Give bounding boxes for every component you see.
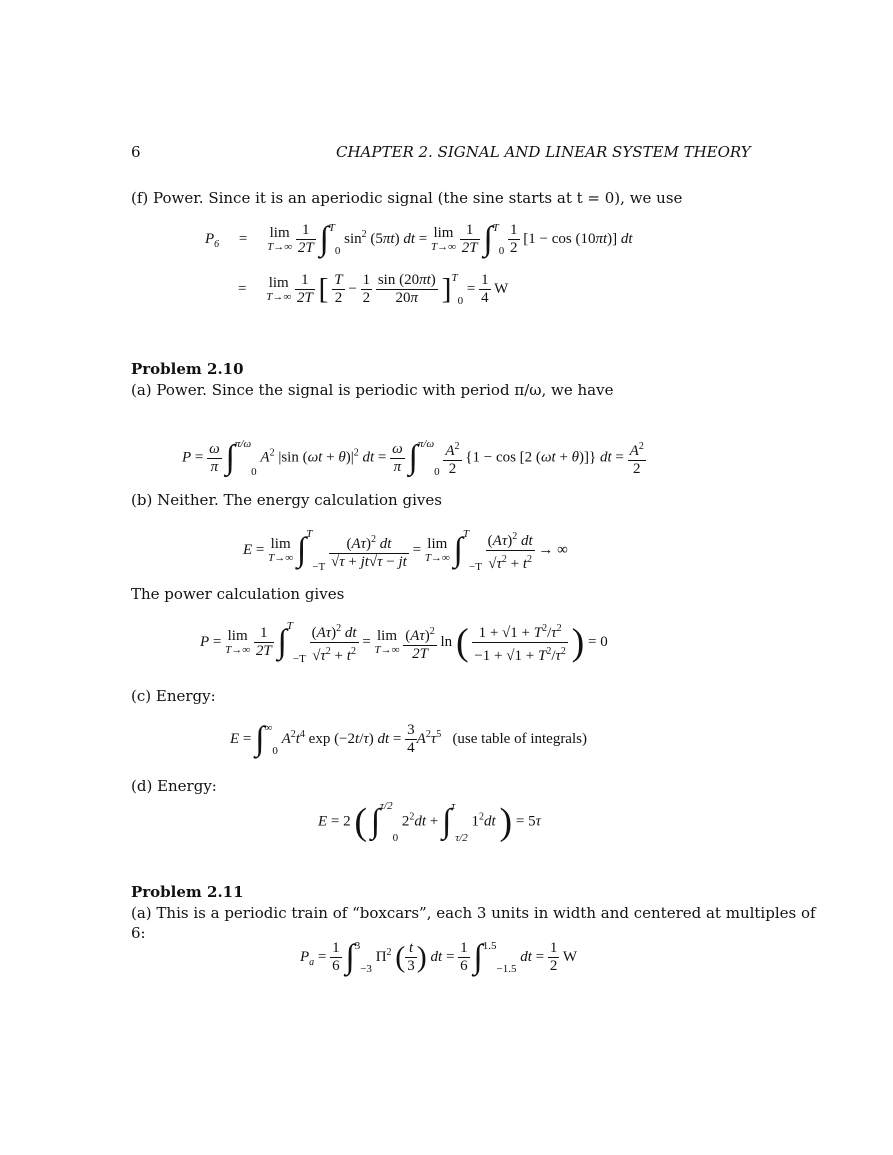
equation-2-10-c: E = ∫∞0 $A^2t^4$ exp (−2t/τ) dt = $\frac{3}{4}$ $A^2\tau^5$ (use table of integrals)	[230, 720, 587, 758]
page-number: 6	[131, 143, 141, 161]
equation-2-11-a: $P_a$ = $\frac{1}{6}$ ∫$^3$−3 $\Pi^2$ ( $\frac{t}{3}$ ) dt = $\frac{1}{6}$ ∫$^{1.5}$−1.5 dt = $\frac{1}{2}$ W	[300, 938, 577, 976]
part-f-intro: (f) Power. Since it is an aperiodic signal (the sine starts at t = 0), we use	[131, 189, 683, 207]
equation-2-10-a: P = $\frac{\omega}{\pi}$ ∫$^{\pi/\omega}$0 $A^2$ |sin $(\omega t + \theta)|^2$ dt = $\frac{\omega}{\pi}$ ∫$^{\pi/\omega}$0 $\frac{A^2}{2}$ {1 − cos [2 (ωt + θ)]} dt = $\frac{A^2}{2}$	[182, 438, 644, 478]
p6-symbol: $P_6$	[205, 230, 220, 250]
problem-2-10-title: Problem 2.10	[131, 360, 244, 378]
problem-2-10-d-intro: (d) Energy:	[131, 777, 217, 795]
equation-2-10-b-power: P = lim T→∞ $\frac{1}{2T}$ ∫$^T$−T $\frac{(A\tau)^2 dt}{√\tau^2 + t^2}$ = lim T→∞ $\frac{(A\tau)^2}{2T}$ ln ( $\frac{1 + √1 + T^2/\tau^2}{-1 + √1 + T^2/\tau^2}$ ) = 0	[200, 620, 608, 665]
problem-2-11-a-intro-line1: (a) This is a periodic train of “boxcars”, each 3 units in width and centered at multiples of	[131, 904, 816, 922]
problem-2-10-b-power-intro: The power calculation gives	[131, 585, 345, 603]
running-header: CHAPTER 2. SIGNAL AND LINEAR SYSTEM THEORY	[336, 143, 751, 161]
equation-p6-line1: $P_6$ = lim T→∞ $\frac{1}{2T}$ ∫$^T$0 $\sin^2 (5\pi t)$ dt = lim T→∞ $\frac{1}{2T}$ ∫$^T$0 $\frac{1}{2}$ [1 − cos (10πt)] dt	[205, 220, 633, 258]
problem-2-11-title: Problem 2.11	[131, 883, 244, 901]
equation-text-sources	[0, 0, 1, 1]
equation-2-10-d: E = 2 ( ∫$^{\tau/2}$0 $2^2dt + \int^\tau\tau/2$ $1^2dt$ ) = 5τ	[318, 800, 541, 844]
p6-lhs-text	[0, 0, 1, 1]
problem-2-10-c-intro: (c) Energy:	[131, 687, 216, 705]
equation-p6-line2: = lim T→∞ $\frac{1}{2T}$ [ $\frac{T}{2}$ − $\frac{1}{2}$ $\frac{\sin (20\pi t)}{20\pi}$ ]$^T$0 = $\frac{1}{4}$ W	[238, 272, 509, 307]
problem-2-10-b-intro: (b) Neither. The energy calculation gives	[131, 491, 442, 509]
problem-2-10-a-intro: (a) Power. Since the signal is periodic with period π/ω, we have	[131, 381, 614, 399]
equation-2-10-b-energy: E = lim T→∞ ∫$^T$−T $\frac{(A\tau)^2 dt}{√\tau + jt√\tau - jt}$ = lim T→∞ ∫$^T$−T $\frac{(A\tau)^2 dt}{√\tau^2 + t^2}$ → ∞	[243, 528, 568, 573]
problem-2-11-a-intro-line2: 6:	[131, 924, 146, 942]
